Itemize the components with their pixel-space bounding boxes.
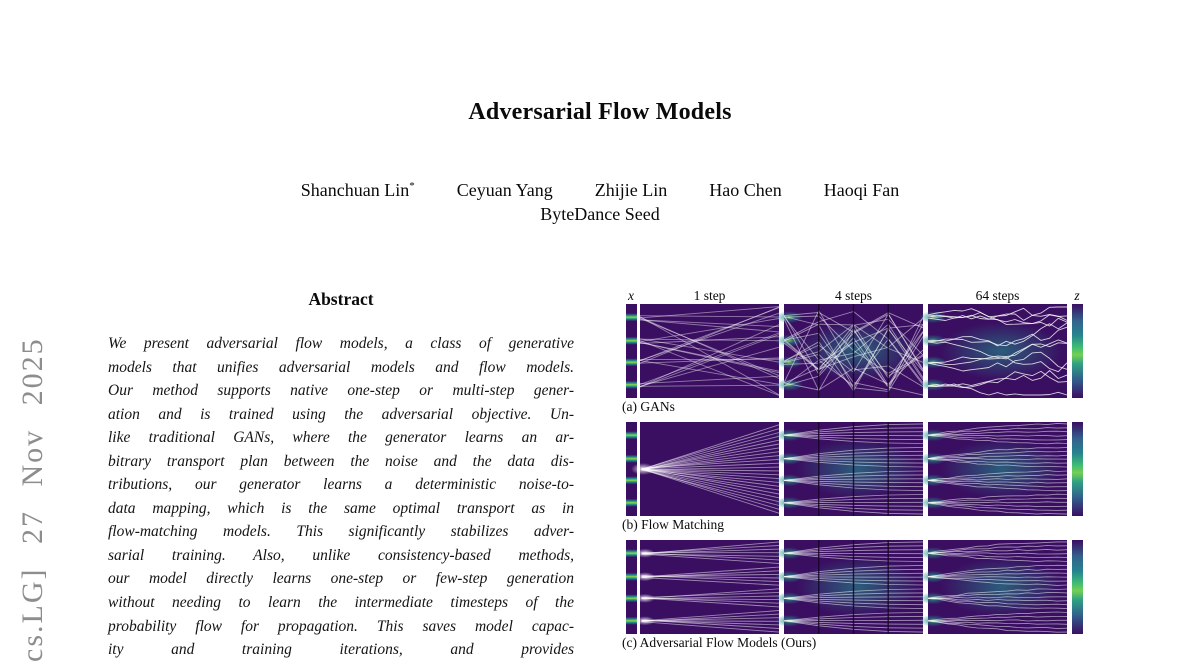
z-distribution-colorbar [1072, 422, 1083, 516]
abstract-line: bitrary transport plan between the noise and the data dis- [108, 452, 574, 470]
column-label-4-steps: 4 steps [834, 288, 873, 303]
author: Zhijie Lin [594, 180, 668, 200]
author-footnote-mark: * [409, 180, 415, 192]
abstract-line: ation and is trained using the adversarial objective. Un- [108, 405, 574, 423]
figure-caption-b: (b) Flow Matching [622, 517, 724, 532]
figure-row-gans [626, 304, 1083, 398]
abstract-line: data mapping, which is the same optimal transport as in [108, 499, 574, 517]
x-axis-label: x [628, 288, 634, 303]
author: Shanchuan Lin* [300, 180, 415, 200]
abstract-line: flow-matching models. This significantly stabilizes adver- [108, 523, 574, 541]
abstract-line: We present adversarial flow models, a class of generative [108, 335, 574, 352]
affiliation: ByteDance Seed [540, 204, 660, 224]
abstract-line: probability flow for propagation. This saves model capac- [108, 617, 574, 635]
author: Ceyuan Yang [456, 180, 553, 200]
column-label-1-step: 1 step [693, 288, 726, 303]
z-distribution-colorbar [1072, 540, 1083, 634]
figure-panel-spread64 [928, 422, 1067, 516]
abstract-line: sarial training. Also, unlike consistency-based methods, [108, 546, 574, 564]
figure-panel-fm1 [640, 422, 779, 516]
figure-row-flow-matching [626, 422, 1083, 516]
figure-panel-gan1 [640, 304, 779, 398]
z-distribution-colorbar [1072, 304, 1083, 398]
abstract-line: like traditional GANs, where the generator learns an ar- [108, 429, 574, 447]
abstract-body [108, 332, 574, 662]
figure-caption-a: (a) GANs [622, 399, 675, 414]
figure-1 [622, 288, 1083, 650]
figure-panel-spread4 [784, 540, 923, 634]
abstract-line: tributions, our generator learns a deterministic noise-to- [108, 476, 574, 494]
author-list [0, 180, 1200, 201]
abstract-line: our model directly learns one-step or few-step generation [108, 570, 574, 588]
z-axis-label: z [1074, 288, 1080, 303]
abstract-line: Our method supports native one-step or multi-step gener- [108, 382, 574, 400]
column-label-64-steps: 64 steps [975, 288, 1020, 303]
abstract-line: ity and training iterations, and provides [108, 641, 574, 659]
figure-row-adversarial-flow [626, 540, 1083, 634]
abstract-line: without needing to learn the intermediate timesteps of the [108, 594, 574, 612]
author: Hao Chen [709, 180, 782, 200]
author: Haoqi Fan [823, 180, 900, 200]
figure-panel-gan64 [928, 304, 1067, 398]
abstract-line: models that unifies adversarial models and flow models. [108, 358, 574, 376]
paper-title: Adversarial Flow Models [468, 99, 732, 125]
abstract-heading: Abstract [308, 289, 374, 309]
figure-panel-gan4 [784, 304, 923, 398]
x-distribution-strip [626, 304, 637, 398]
figure-panel-spread4 [784, 422, 923, 516]
arxiv-watermark: cs.LG] 27 Nov 2025 [16, 337, 49, 662]
figure-panel-spread64 [928, 540, 1067, 634]
figure-caption-c: (c) Adversarial Flow Models (Ours) [622, 635, 817, 650]
figure-panel-afm1 [640, 540, 779, 634]
